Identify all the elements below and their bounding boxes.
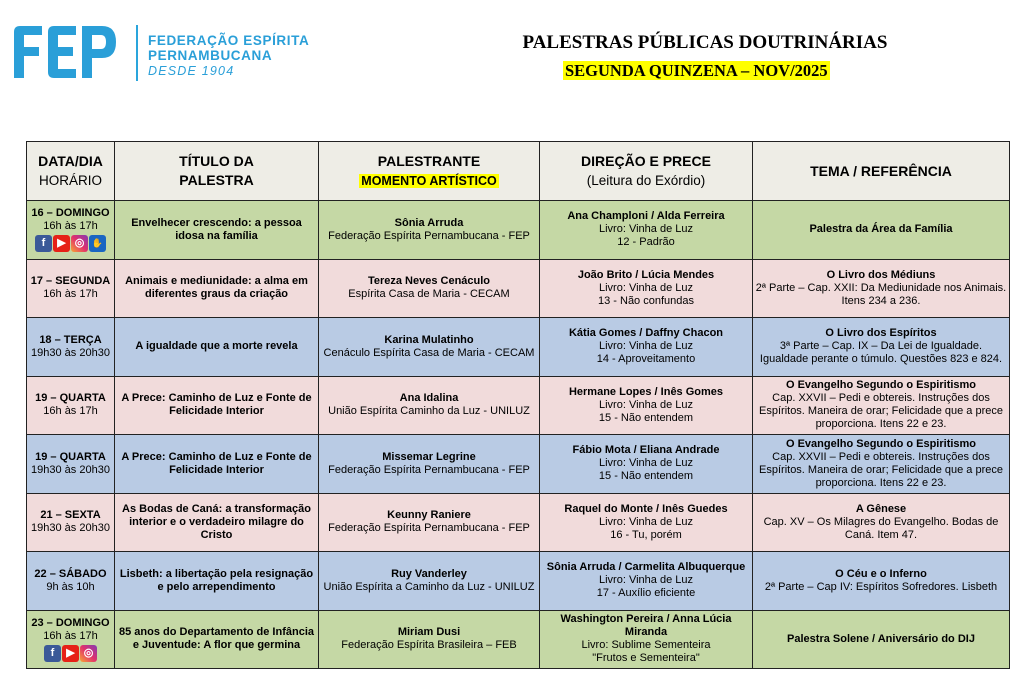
time-label: 19h30 às 20h30	[31, 346, 110, 359]
reading-chapter: 17 - Auxílio eficiente	[596, 587, 696, 600]
cell-speaker	[319, 201, 540, 260]
cell-direction	[540, 376, 753, 435]
cell-direction	[540, 318, 753, 377]
reading-book: Livro: Sublime Sementeira	[581, 639, 711, 652]
cell-title	[115, 493, 319, 552]
time-label: 16h às 17h	[43, 220, 98, 233]
cell-theme	[753, 201, 1010, 260]
reading-chapter: 15 - Não entendem	[598, 411, 694, 424]
speaker-name: Tereza Neves Cenáculo	[367, 275, 491, 288]
lecture-title: Lisbeth: a libertação pela resignação e pelo arrependimento	[119, 567, 314, 593]
column-header-speaker	[319, 142, 540, 201]
cell-date	[27, 376, 115, 435]
theme-title: Palestra da Área da Família	[809, 223, 953, 236]
time-label: 16h às 17h	[43, 405, 98, 418]
direction-names: Fábio Mota / Eliana Andrade	[572, 444, 720, 457]
theme-reference: Cap. XXVII – Pedi e obtereis. Instruções dos Espíritos. Maneira de orar; Felicidade que a prece proporciona. Itens 22 e 23.	[759, 450, 1003, 489]
cell-date	[27, 201, 115, 260]
column-header-direction-line2: (Leitura do Exórdio)	[586, 173, 706, 188]
reading-book: Livro: Vinha de Luz	[599, 398, 693, 411]
day-label: 23 – DOMINGO	[31, 616, 110, 629]
column-header-speaker-line2: MOMENTO ARTÍSTICO	[361, 173, 497, 188]
speaker-name: Sônia Arruda	[394, 216, 464, 229]
reading-chapter: 15 - Não entendem	[598, 470, 694, 483]
speaker-institution: Federação Espírita Pernambucana - FEP	[328, 229, 530, 242]
lecture-title: A igualdade que a morte revela	[135, 340, 298, 353]
cell-theme	[753, 259, 1010, 318]
direction-names: Raquel do Monte / Inês Guedes	[564, 502, 728, 515]
cell-direction	[540, 201, 753, 260]
table-row	[27, 376, 1010, 435]
schedule-table	[26, 141, 1010, 669]
cell-title	[115, 376, 319, 435]
cell-theme	[753, 435, 1010, 494]
lecture-title: 85 anos do Departamento de Infância e Juventude: A flor que germina	[119, 626, 314, 652]
cell-date	[27, 318, 115, 377]
cell-title	[115, 259, 319, 318]
cell-speaker	[319, 259, 540, 318]
time-label: 19h30 às 20h30	[31, 463, 110, 476]
youtube-icon[interactable]: ▶	[53, 235, 70, 252]
reading-chapter: "Frutos e Sementeira"	[592, 652, 700, 665]
logo-text	[148, 33, 309, 79]
logo-line-3: DESDE 1904	[148, 64, 235, 78]
time-label: 19h30 às 20h30	[31, 522, 110, 535]
lecture-title: A Prece: Caminho de Luz e Fonte de Felicidade Interior	[121, 450, 312, 476]
instagram-icon[interactable]: ◎	[80, 645, 97, 662]
column-header-title-line1: TÍTULO DA	[179, 153, 254, 169]
theme-reference: 3ª Parte – Cap. IX – Da Lei de Igualdade. Igualdade perante o túmulo. Questões 823 e 824.	[759, 340, 1003, 366]
column-header-date-line2: HORÁRIO	[38, 173, 102, 188]
lecture-title: Envelhecer crescendo: a pessoa idosa na família	[131, 216, 302, 242]
day-label: 22 – SÁBADO	[34, 567, 107, 580]
page-title: PALESTRAS PÚBLICAS DOUTRINÁRIAS	[522, 32, 888, 53]
time-label: 9h às 10h	[46, 580, 95, 593]
theme-title: O Evangelho Segundo o Espiritismo	[785, 379, 977, 392]
instagram-icon[interactable]: ◎	[71, 235, 88, 252]
table-row	[27, 610, 1010, 669]
column-header-date-line1: DATA/DIA	[38, 153, 103, 169]
cell-date	[27, 552, 115, 611]
cell-theme	[753, 610, 1010, 669]
speaker-name: Missemar Legrine	[382, 450, 476, 463]
reading-book: Livro: Vinha de Luz	[599, 574, 693, 587]
direction-names: Washington Pereira / Anna Lúcia Miranda	[560, 613, 732, 639]
cell-direction	[540, 552, 753, 611]
facebook-icon[interactable]: f	[44, 645, 61, 662]
time-label: 16h às 17h	[43, 288, 98, 301]
fep-logo	[12, 22, 312, 84]
reading-chapter: 13 - Não confundas	[597, 294, 694, 307]
speaker-institution: União Espírita a Caminho da Luz - UNILUZ	[323, 580, 535, 593]
speaker-name: Ruy Vanderley	[391, 567, 467, 580]
cell-direction	[540, 493, 753, 552]
table-row	[27, 435, 1010, 494]
column-header-direction	[540, 142, 753, 201]
direction-names: Kátia Gomes / Daffny Chacon	[568, 327, 724, 340]
theme-title: O Evangelho Segundo o Espiritismo	[785, 437, 977, 450]
theme-title: Palestra Solene / Aniversário do DIJ	[787, 632, 975, 645]
cell-direction	[540, 259, 753, 318]
page-subtitle: SEGUNDA QUINZENA – NOV/2025	[565, 61, 828, 80]
facebook-icon[interactable]: f	[35, 235, 52, 252]
time-label: 16h às 17h	[43, 629, 98, 642]
reading-book: Livro: Vinha de Luz	[599, 281, 693, 294]
reading-book: Livro: Vinha de Luz	[599, 223, 693, 236]
libras-icon[interactable]: ✋	[89, 235, 106, 252]
cell-date	[27, 435, 115, 494]
speaker-institution: União Espírita Caminho da Luz - UNILUZ	[328, 405, 530, 418]
cell-date	[27, 493, 115, 552]
column-header-title-line2: PALESTRA	[179, 172, 254, 188]
theme-title: O Livro dos Espíritos	[825, 327, 937, 340]
column-header-theme	[753, 142, 1010, 201]
speaker-institution: Federação Espírita Pernambucana - FEP	[328, 463, 530, 476]
theme-reference: 2ª Parte – Cap IV: Espíritos Sofredores. Lisbeth	[764, 580, 998, 593]
logo-line-2: PERNAMBUCANA	[148, 48, 273, 63]
table-header-row	[27, 142, 1010, 201]
day-label: 17 – SEGUNDA	[30, 275, 111, 288]
fep-logo-mark-icon	[12, 26, 116, 78]
day-label: 18 – TERÇA	[39, 333, 102, 346]
theme-reference: 2ª Parte – Cap. XXII: Da Mediunidade nos Animais. Itens 234 a 236.	[755, 281, 1007, 307]
logo-line-1: FEDERAÇÃO ESPÍRITA	[148, 33, 310, 48]
direction-names: João Brito / Lúcia Mendes	[577, 268, 715, 281]
cell-theme	[753, 552, 1010, 611]
speaker-institution: Federação Espírita Pernambucana - FEP	[328, 522, 530, 535]
cell-speaker	[319, 318, 540, 377]
cell-speaker	[319, 493, 540, 552]
cell-direction	[540, 435, 753, 494]
cell-date	[27, 259, 115, 318]
speaker-name: Karina Mulatinho	[384, 333, 474, 346]
social-icons	[44, 645, 97, 662]
cell-title	[115, 552, 319, 611]
direction-names: Hermane Lopes / Inês Gomes	[568, 385, 724, 398]
youtube-icon[interactable]: ▶	[62, 645, 79, 662]
table-row	[27, 201, 1010, 260]
column-header-date	[27, 142, 115, 201]
lecture-title: Animais e mediunidade: a alma em diferentes graus da criação	[125, 275, 308, 301]
lecture-title: As Bodas de Caná: a transformação interior e o verdadeiro milagre do Cristo	[122, 502, 311, 541]
column-header-title	[115, 142, 319, 201]
column-header-theme-line1: TEMA / REFERÊNCIA	[810, 162, 952, 179]
social-icons	[35, 235, 106, 252]
cell-title	[115, 435, 319, 494]
cell-theme	[753, 493, 1010, 552]
theme-reference: Cap. XV – Os Milagres do Evangelho. Bodas de Caná. Item 47.	[763, 515, 999, 541]
day-label: 16 – DOMINGO	[31, 207, 110, 220]
cell-direction	[540, 610, 753, 669]
theme-title: O Céu e o Inferno	[835, 567, 927, 580]
reading-book: Livro: Vinha de Luz	[599, 340, 693, 353]
cell-speaker	[319, 376, 540, 435]
theme-title: O Livro dos Médiuns	[826, 268, 936, 281]
table-row	[27, 259, 1010, 318]
reading-book: Livro: Vinha de Luz	[599, 515, 693, 528]
day-label: 21 – SEXTA	[40, 509, 101, 522]
speaker-name: Ana Idalina	[399, 392, 459, 405]
speaker-institution: Cenáculo Espírita Casa de Maria - CECAM	[323, 346, 535, 359]
table-row	[27, 318, 1010, 377]
cell-speaker	[319, 552, 540, 611]
column-header-speaker-line1: PALESTRANTE	[377, 152, 481, 169]
day-label: 19 – QUARTA	[35, 450, 106, 463]
cell-theme	[753, 318, 1010, 377]
cell-title	[115, 610, 319, 669]
cell-date	[27, 610, 115, 669]
cell-speaker	[319, 610, 540, 669]
column-header-direction-line1: DIREÇÃO E PRECE	[581, 153, 711, 169]
direction-names: Ana Champloni / Alda Ferreira	[567, 210, 725, 223]
reading-chapter: 16 - Tu, porém	[610, 528, 682, 541]
reading-chapter: 12 - Padrão	[617, 236, 675, 249]
cell-theme	[753, 376, 1010, 435]
reading-chapter: 14 - Aproveitamento	[596, 353, 696, 366]
day-label: 19 – QUARTA	[35, 392, 106, 405]
table-row	[27, 493, 1010, 552]
logo-divider	[136, 25, 138, 81]
direction-names: Sônia Arruda / Carmelita Albuquerque	[546, 561, 746, 574]
cell-speaker	[319, 435, 540, 494]
speaker-institution: Espírita Casa de Maria - CECAM	[348, 288, 510, 301]
cell-title	[115, 201, 319, 260]
theme-reference: Cap. XXVII – Pedi e obtereis. Instruções dos Espíritos. Maneira de orar; Felicidade que a prece proporciona. Itens 22 e 23.	[759, 392, 1003, 431]
speaker-name: Miriam Dusi	[397, 626, 461, 639]
theme-title: A Gênese	[855, 502, 907, 515]
reading-book: Livro: Vinha de Luz	[599, 457, 693, 470]
table-row	[27, 552, 1010, 611]
speaker-institution: Federação Espírita Brasileira – FEB	[341, 639, 517, 652]
speaker-name: Keunny Raniere	[387, 509, 471, 522]
lecture-title: A Prece: Caminho de Luz e Fonte de Felicidade Interior	[121, 392, 312, 418]
cell-title	[115, 318, 319, 377]
